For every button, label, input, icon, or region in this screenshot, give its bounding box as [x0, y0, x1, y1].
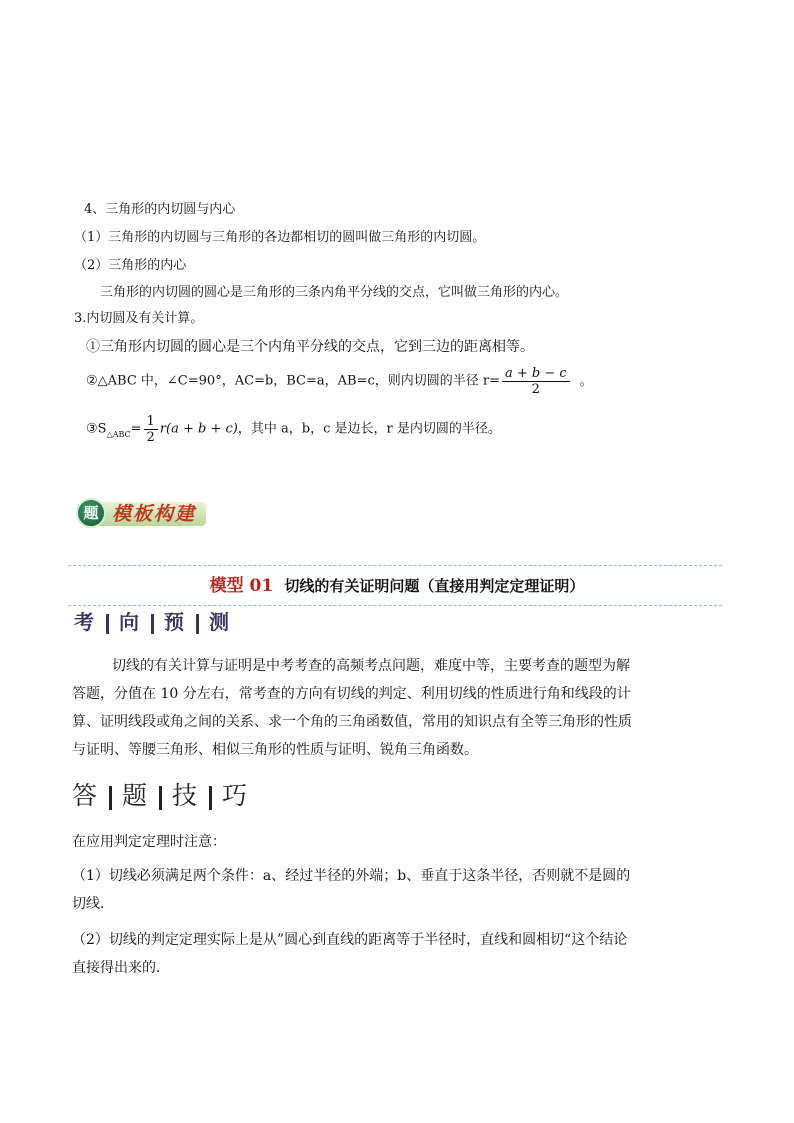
sec3-point2-prefix: ②△ABC 中，∠C=90°，AC=b，BC=a，AB=c，则内切圆的半径 r=	[86, 373, 500, 389]
dashed-divider-top	[68, 565, 722, 566]
sec3-point3-suffix: ，其中 a，b，c 是边长，r 是内切圆的半径。	[237, 421, 501, 437]
dati-separator	[209, 786, 212, 810]
model-title	[0, 571, 794, 596]
dati-char-2: 题	[122, 781, 150, 810]
kaoxiang-heading	[74, 609, 231, 635]
half-denominator: 2	[146, 430, 155, 445]
model-title-text: 切线的有关证明问题（直接用判定定理证明）	[284, 577, 585, 595]
sec4-item2-body: 三角形的内切圆的圆心是三角形的三条内角平分线的交点，它叫做三角形的内心。	[100, 285, 569, 300]
sec3-point2-suffix: 。	[579, 373, 593, 389]
area-subscript: △ABC	[106, 430, 131, 439]
kaoxiang-char-1: 考	[74, 610, 96, 634]
inradius-numerator: a + b − c	[502, 366, 570, 382]
banner-text: 模板构建	[112, 503, 197, 525]
kaoxiang-separator	[196, 614, 199, 634]
half-numerator: 1	[144, 414, 158, 430]
dati-char-4: 巧	[222, 781, 250, 810]
kaoxiang-body: 切线的有关计算与证明是中考考查的高频考点问题，难度中等，主要考查的题型为解答题，分值在 10 分左右，常考查的方向有切线的判定、利用切线的性质进行角和线段的计算、证明线段或角之间的关系、求一个角的三角函数值，常用的知识点有全等三角形的性质与证明、等腰三角形、相似三角形的性质与证明、锐角三角函数。	[72, 658, 632, 758]
area-expression: r(a + b + c)	[159, 421, 238, 437]
half-fraction	[144, 414, 158, 445]
kaoxiang-char-3: 预	[164, 610, 186, 634]
sec3-point1: ①三角形内切圆的圆心是三个内角平分线的交点，它到三边的距离相等。	[86, 339, 534, 355]
banner-circle-icon: 题	[76, 498, 106, 528]
inradius-denominator: 2	[531, 382, 540, 397]
kaoxiang-separator	[151, 614, 154, 634]
dati-heading	[72, 780, 249, 812]
dati-tip2: （2）切线的判定定理实际上是从”圆心到直线的距离等于半径时，直线和圆相切“这个结论直接得出来的．	[72, 932, 628, 976]
dati-separator	[159, 786, 162, 810]
dati-tip1: （1）切线必须满足两个条件：a、经过半径的外端；b、垂直于这条半径，否则就不是圆的切线．	[72, 868, 631, 912]
sec3-point2	[86, 366, 593, 406]
sec4-item1: （1）三角形的内切圆与三角形的各边都相切的圆叫做三角形的内切圆。	[74, 230, 486, 245]
sec4-item2: （2）三角形的内心	[74, 258, 187, 273]
sec4-heading: 4、三角形的内切圆与内心	[84, 202, 236, 217]
dati-separator	[109, 786, 112, 810]
sec3-point3	[86, 414, 501, 454]
dashed-divider-bottom	[68, 605, 722, 606]
kaoxiang-separator	[106, 614, 109, 634]
kaoxiang-char-4: 测	[209, 610, 231, 634]
area-equals: =	[130, 421, 142, 437]
dati-char-1: 答	[72, 781, 100, 810]
template-building-banner	[76, 497, 209, 529]
model-label: 模型 01	[209, 576, 274, 596]
dati-intro: 在应用判定定理时注意：	[72, 834, 226, 850]
dati-char-3: 技	[172, 781, 200, 810]
sec3-heading: 3.内切圆及有关计算。	[74, 311, 204, 326]
inradius-fraction	[502, 366, 570, 397]
area-s: ③S	[86, 421, 107, 437]
kaoxiang-char-2: 向	[119, 610, 141, 634]
